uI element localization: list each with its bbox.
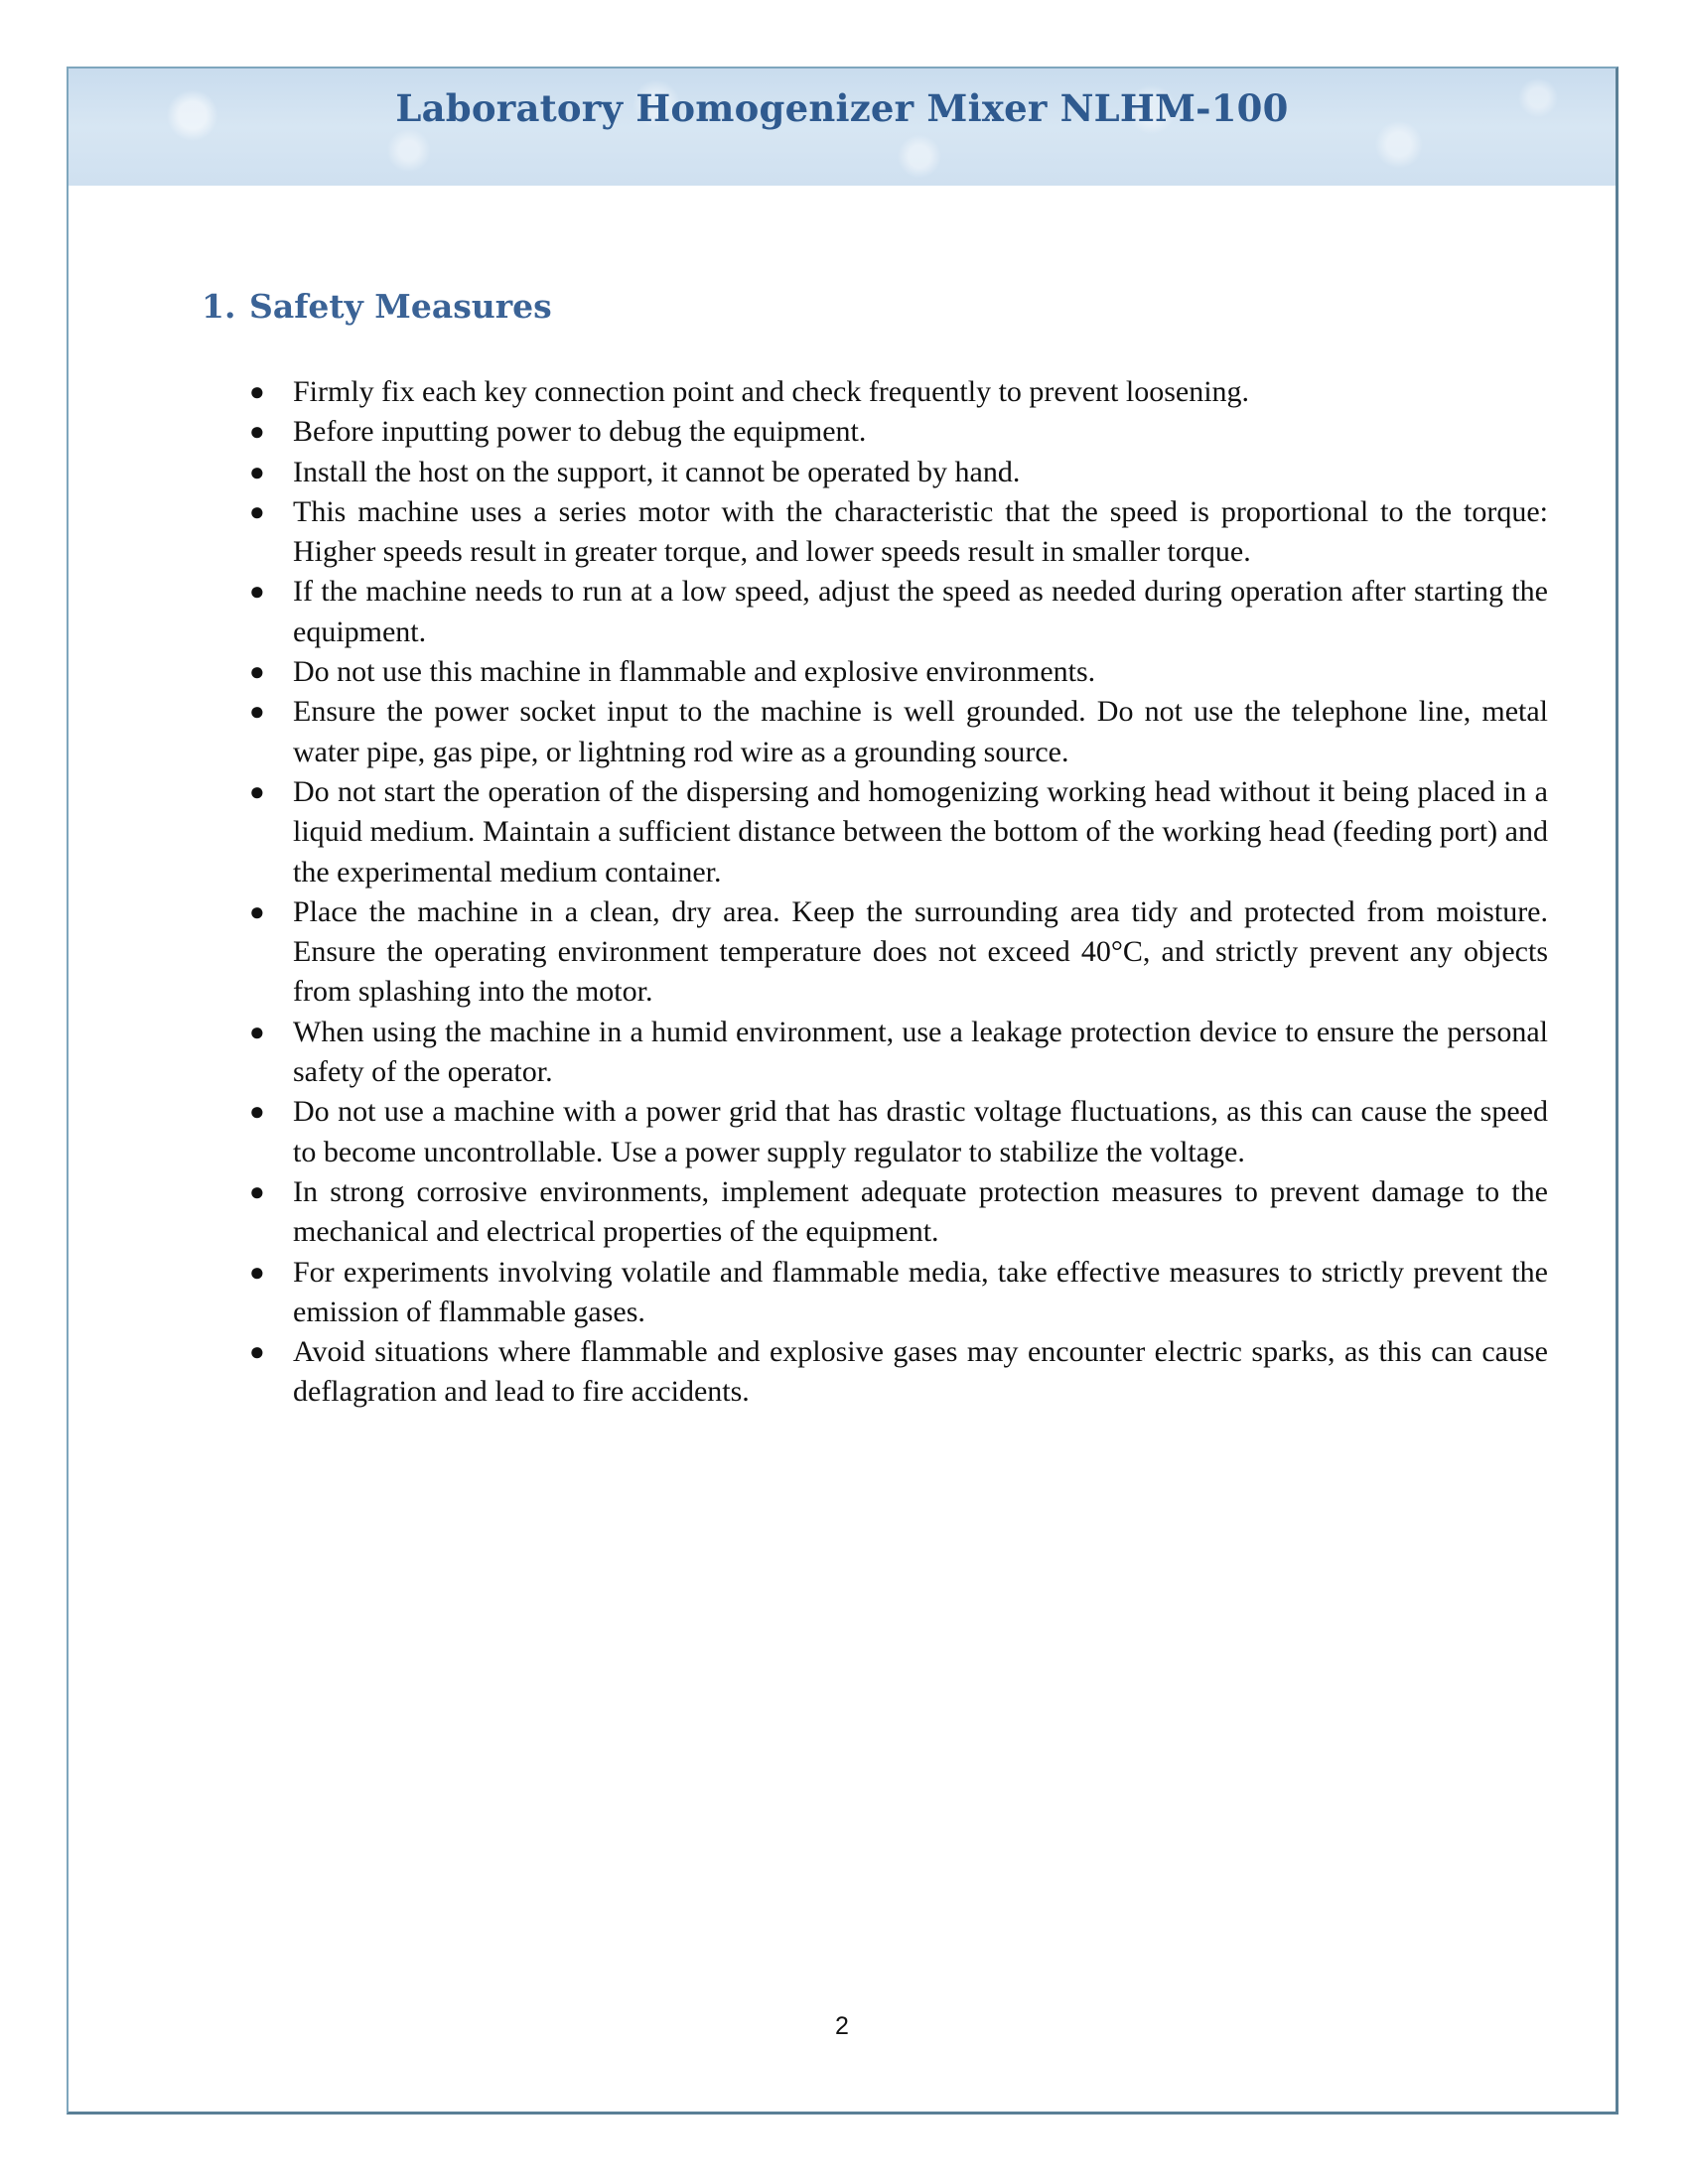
section-number: 1.: [202, 287, 236, 326]
list-item: ● When using the machine in a humid environment, use a leakage protection device to ensure the personal safety of the operator.: [247, 1013, 1548, 1093]
bullet-icon: ●: [249, 657, 265, 687]
header-banner: [69, 68, 1616, 186]
section-heading: [202, 287, 552, 326]
bullet-icon: ●: [249, 1257, 265, 1287]
bullet-icon: ●: [249, 776, 265, 806]
safety-measures-list: [247, 372, 1548, 1413]
list-item: ● Avoid situations where flammable and explosive gases may encounter electric sparks, as this can cause deflagration and lead to fire accidents.: [247, 1332, 1548, 1413]
document-title: Laboratory Homogenizer Mixer NLHM-100: [395, 86, 1289, 130]
list-item: ● Do not use this machine in flammable and explosive environments.: [247, 652, 1548, 692]
list-item: ● In strong corrosive environments, implement adequate protection measures to prevent damage to the mechanical and electrical properties of the equipment.: [247, 1172, 1548, 1253]
list-item: ● If the machine needs to run at a low speed, adjust the speed as needed during operation after starting the equipment.: [247, 572, 1548, 652]
list-item: ● Before inputting power to debug the equipment.: [247, 412, 1548, 452]
bullet-icon: ●: [249, 1017, 265, 1046]
list-item: ● For experiments involving volatile and flammable media, take effective measures to strictly prevent the emission of flammable gases.: [247, 1253, 1548, 1333]
section-title: Safety Measures: [249, 287, 552, 326]
bullet-icon: ●: [249, 577, 265, 607]
list-item: ● Do not start the operation of the dispersing and homogenizing working head without it being placed in a liquid medium. Maintain a sufficient distance between the bottom of the working head (feeding port) and the experimental medium container.: [247, 772, 1548, 892]
list-item: ● Do not use a machine with a power grid that has drastic voltage fluctuations, as this can cause the speed to become uncontrollable. Use a power supply regulator to stabilize the voltage.: [247, 1092, 1548, 1172]
bullet-icon: ●: [249, 896, 265, 926]
bullet-icon: ●: [249, 417, 265, 447]
list-item: ● Firmly fix each key connection point and check frequently to prevent loosening.: [247, 372, 1548, 412]
page-number: 2: [835, 2012, 849, 2040]
bullet-icon: ●: [249, 457, 265, 486]
bullet-icon: ●: [249, 1337, 265, 1367]
list-item: ● This machine uses a series motor with the characteristic that the speed is proportional to the torque: Higher speeds result in greater torque, and lower speeds result in smaller torque.: [247, 492, 1548, 573]
list-item: ● Ensure the power socket input to the machine is well grounded. Do not use the telephone line, metal water pipe, gas pipe, or lightning rod wire as a grounding source.: [247, 692, 1548, 772]
bullet-icon: ●: [249, 496, 265, 526]
bullet-icon: ●: [249, 697, 265, 727]
list-item: ● Place the machine in a clean, dry area. Keep the surrounding area tidy and protected from moisture. Ensure the operating environment temperature does not exceed 40°C, and strictly prevent any objects from splashing into the motor.: [247, 892, 1548, 1013]
bullet-icon: ●: [249, 1176, 265, 1206]
bullet-icon: ●: [249, 377, 265, 406]
page-frame: [67, 67, 1618, 2115]
list-item: ● Install the host on the support, it cannot be operated by hand.: [247, 453, 1548, 492]
bullet-icon: ●: [249, 1097, 265, 1127]
